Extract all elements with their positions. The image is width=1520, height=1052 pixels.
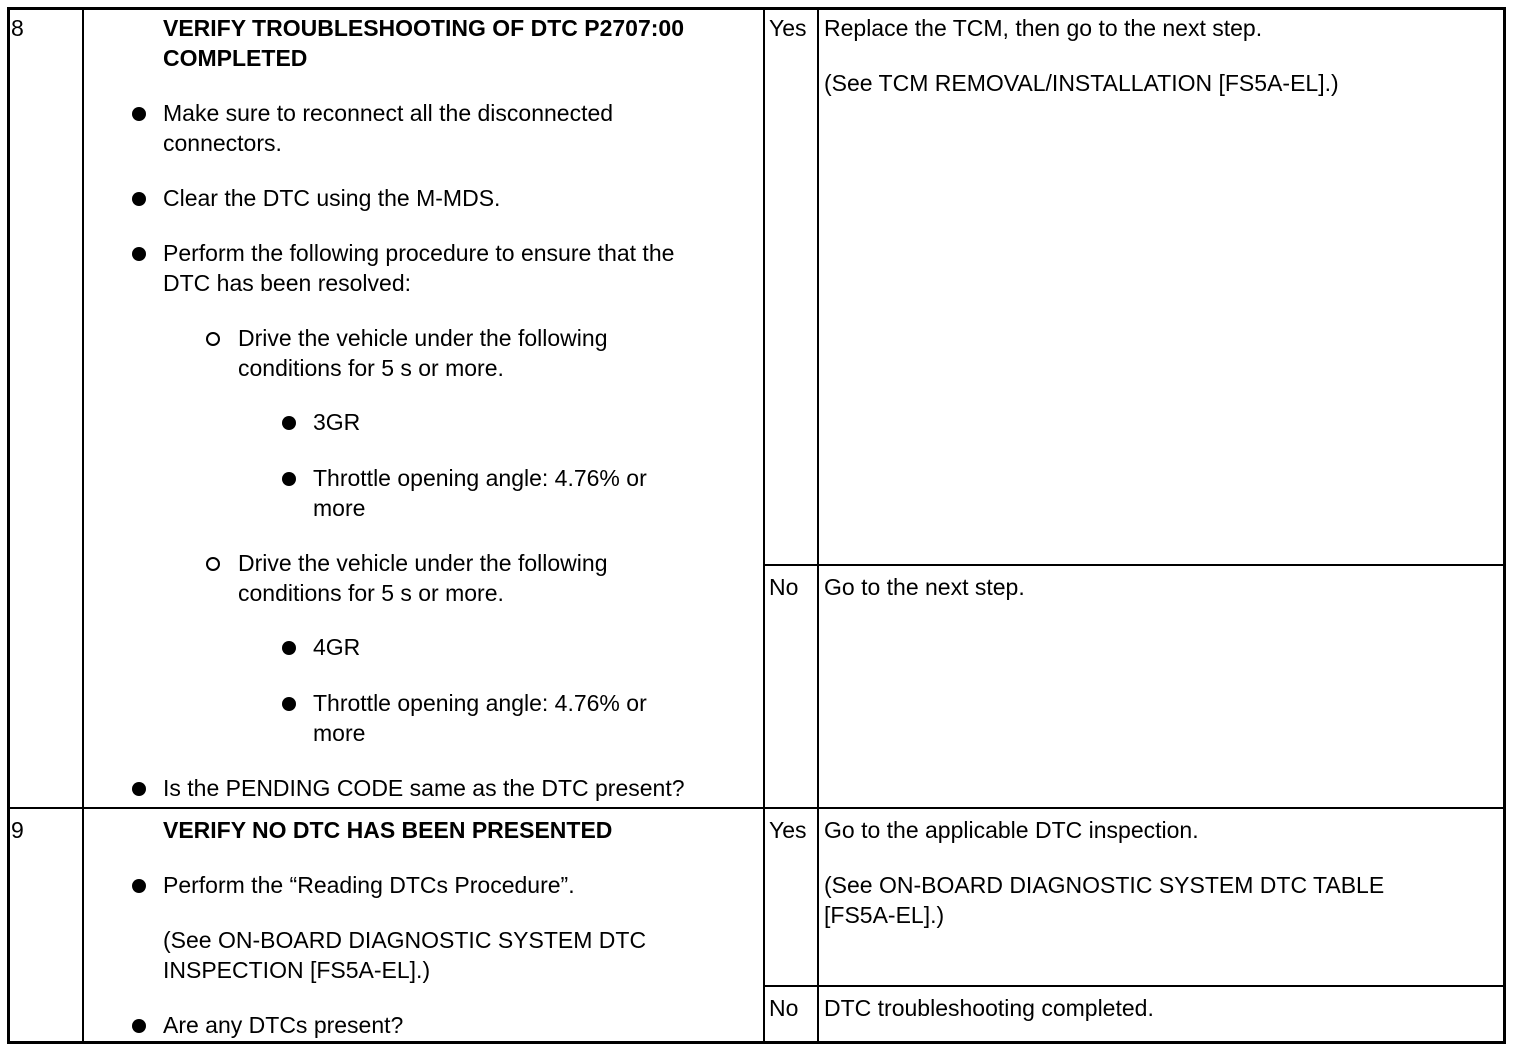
- bullet-icon: [132, 1019, 146, 1033]
- condition-text: Throttle opening angle: 4.76% or: [313, 465, 647, 491]
- instruction-text: connectors.: [163, 130, 282, 156]
- bullet-icon: [282, 472, 296, 486]
- bullet-icon: [282, 697, 296, 711]
- sub-instruction-text: conditions for 5 s or more.: [238, 355, 504, 381]
- sub-instruction-text: Drive the vehicle under the following: [238, 325, 608, 351]
- step-title-cont: COMPLETED: [163, 45, 308, 71]
- condition-text: Throttle opening angle: 4.76% or: [313, 690, 647, 716]
- question-text: Is the PENDING CODE same as the DTC present?: [163, 775, 685, 801]
- condition-text: 4GR: [313, 634, 361, 660]
- col-divider-answer: [763, 8, 765, 1044]
- bullet-icon: [132, 107, 146, 121]
- step-number: 8: [11, 15, 24, 41]
- condition-text: more: [313, 720, 366, 746]
- instruction-text: Perform the “Reading DTCs Procedure”.: [163, 872, 575, 898]
- bullet-icon: [132, 879, 146, 893]
- reference-text: (See ON-BOARD DIAGNOSTIC SYSTEM DTC: [163, 927, 647, 953]
- no-action: Go to the next step.: [824, 574, 1025, 600]
- step-title: VERIFY TROUBLESHOOTING OF DTC P2707:00: [163, 15, 685, 41]
- bullet-icon: [132, 192, 146, 206]
- sub-instruction-text: Drive the vehicle under the following: [238, 550, 608, 576]
- col-divider-action: [817, 8, 819, 1044]
- col-divider-number: [82, 8, 84, 1044]
- instruction-text: DTC has been resolved:: [163, 270, 412, 296]
- condition-text: more: [313, 495, 366, 521]
- no-action: DTC troubleshooting completed.: [824, 995, 1154, 1021]
- condition-text: 3GR: [313, 409, 361, 435]
- step-title: VERIFY NO DTC HAS BEEN PRESENTED: [163, 817, 613, 843]
- yes-label: Yes: [769, 15, 807, 41]
- yes-action: Replace the TCM, then go to the next step.: [824, 15, 1263, 41]
- no-label: No: [769, 995, 799, 1021]
- no-label: No: [769, 574, 799, 600]
- hollow-bullet-icon: [206, 557, 220, 571]
- bullet-icon: [282, 641, 296, 655]
- bullet-icon: [132, 782, 146, 796]
- yes-label: Yes: [769, 817, 807, 843]
- instruction-text: Clear the DTC using the M-MDS.: [163, 185, 501, 211]
- bullet-icon: [132, 247, 146, 261]
- yes-action: Go to the applicable DTC inspection.: [824, 817, 1199, 843]
- question-text: Are any DTCs present?: [163, 1012, 404, 1038]
- yes-reference: [FS5A-EL].): [824, 902, 945, 928]
- yes-reference: (See ON-BOARD DIAGNOSTIC SYSTEM DTC TABLE: [824, 872, 1385, 898]
- bullet-icon: [282, 416, 296, 430]
- row-divider-step8-yes-no: [763, 564, 1506, 566]
- row-divider-step8-9: [8, 807, 1506, 809]
- hollow-bullet-icon: [206, 332, 220, 346]
- reference-text: INSPECTION [FS5A-EL].): [163, 957, 431, 983]
- sub-instruction-text: conditions for 5 s or more.: [238, 580, 504, 606]
- step-number: 9: [11, 817, 24, 843]
- instruction-text: Perform the following procedure to ensure that the: [163, 240, 675, 266]
- yes-reference: (See TCM REMOVAL/INSTALLATION [FS5A-EL].): [824, 70, 1339, 96]
- instruction-text: Make sure to reconnect all the disconnected: [163, 100, 614, 126]
- row-divider-step9-yes-no: [763, 985, 1506, 987]
